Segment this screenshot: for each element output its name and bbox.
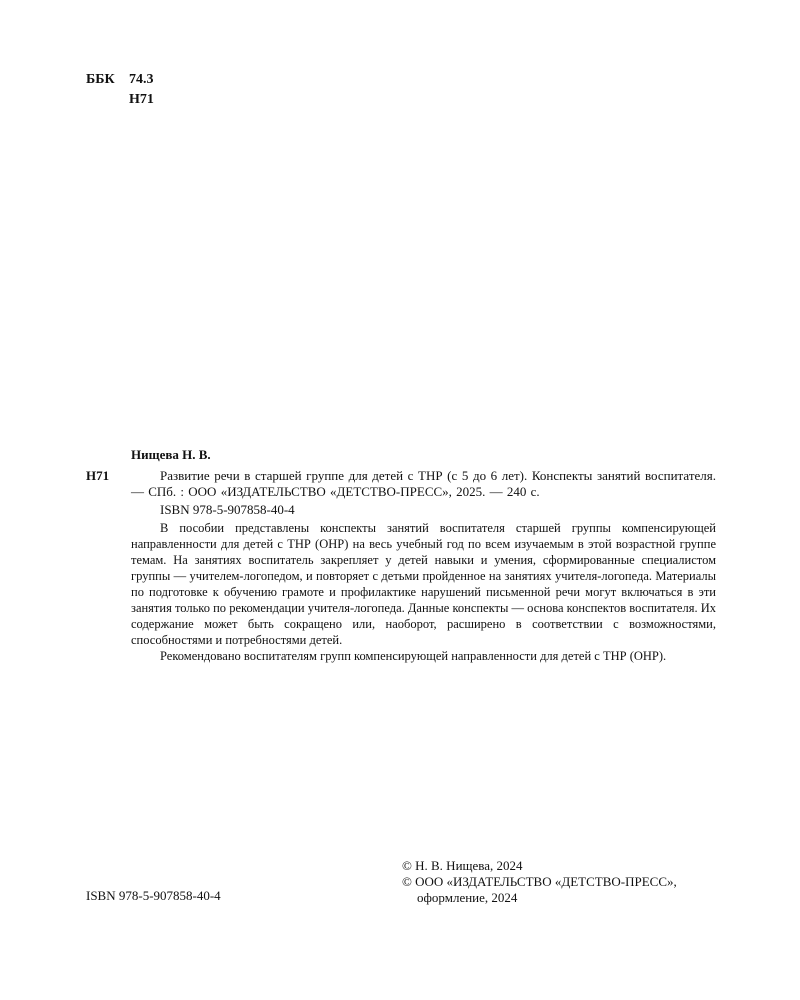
copyright-publisher: © ООО «ИЗДАТЕЛЬСТВО «ДЕТСТВО-ПРЕСС», [402,874,677,889]
card-index-code: Н71 [86,468,110,483]
bbk-row [86,70,154,90]
recommendation-text: Рекомендовано воспитателям групп компенсирующей направленности для детей с ТНР (ОНР). [160,649,667,663]
abstract-block [131,520,716,664]
card-index-row [86,468,716,500]
bbk-author-code: Н71 [129,92,154,107]
copyright-author: © Н. В. Нищева, 2024 [402,858,523,873]
bbk-value: 74.3 [129,72,154,87]
bibliographic-record: Развитие речи в старшей группе для детей с ТНР (с 5 до 6 лет). Конспекты занятий воспитателя. — СПб. : ООО «ИЗДАТЕЛЬСТВО «ДЕТСТВО-ПРЕСС», 2025. — 240 с. [131,468,716,499]
bbk-label: ББК [86,72,115,87]
bbk-block [86,70,154,110]
footer-isbn: ISBN 978-5-907858-40-4 [86,888,221,903]
card-author: Нищева Н. В. [131,447,211,462]
abstract-text: В пособии представлены конспекты занятий воспитателя старшей группы компенсирующей направленности для детей с ТНР (ОНР) на весь учебный год по всем изучаемым в этой возрастной группе темам. На занятиях воспитатель закрепляет у детей навыки и умения, сформированные специалистом группы — учителем-логопедом, и повторяет с детьми пройденное на занятиях учителя-логопеда. Материалы по подготовке к обучению грамоте и профилактике нарушений письменной речи могут включаться в эти занятия только по рекомендации учителя-логопеда. Данные конспекты — основа конспектов воспитателя. Их содержание может быть сокращено или, наоборот, расширено в соответствии с возможностями, способностями и потребностями детей. [131,521,716,647]
copyright-block [402,858,677,906]
copyright-design: оформление, 2024 [417,890,518,905]
card-isbn: ISBN 978-5-907858-40-4 [160,502,295,517]
catalog-card [86,447,716,664]
